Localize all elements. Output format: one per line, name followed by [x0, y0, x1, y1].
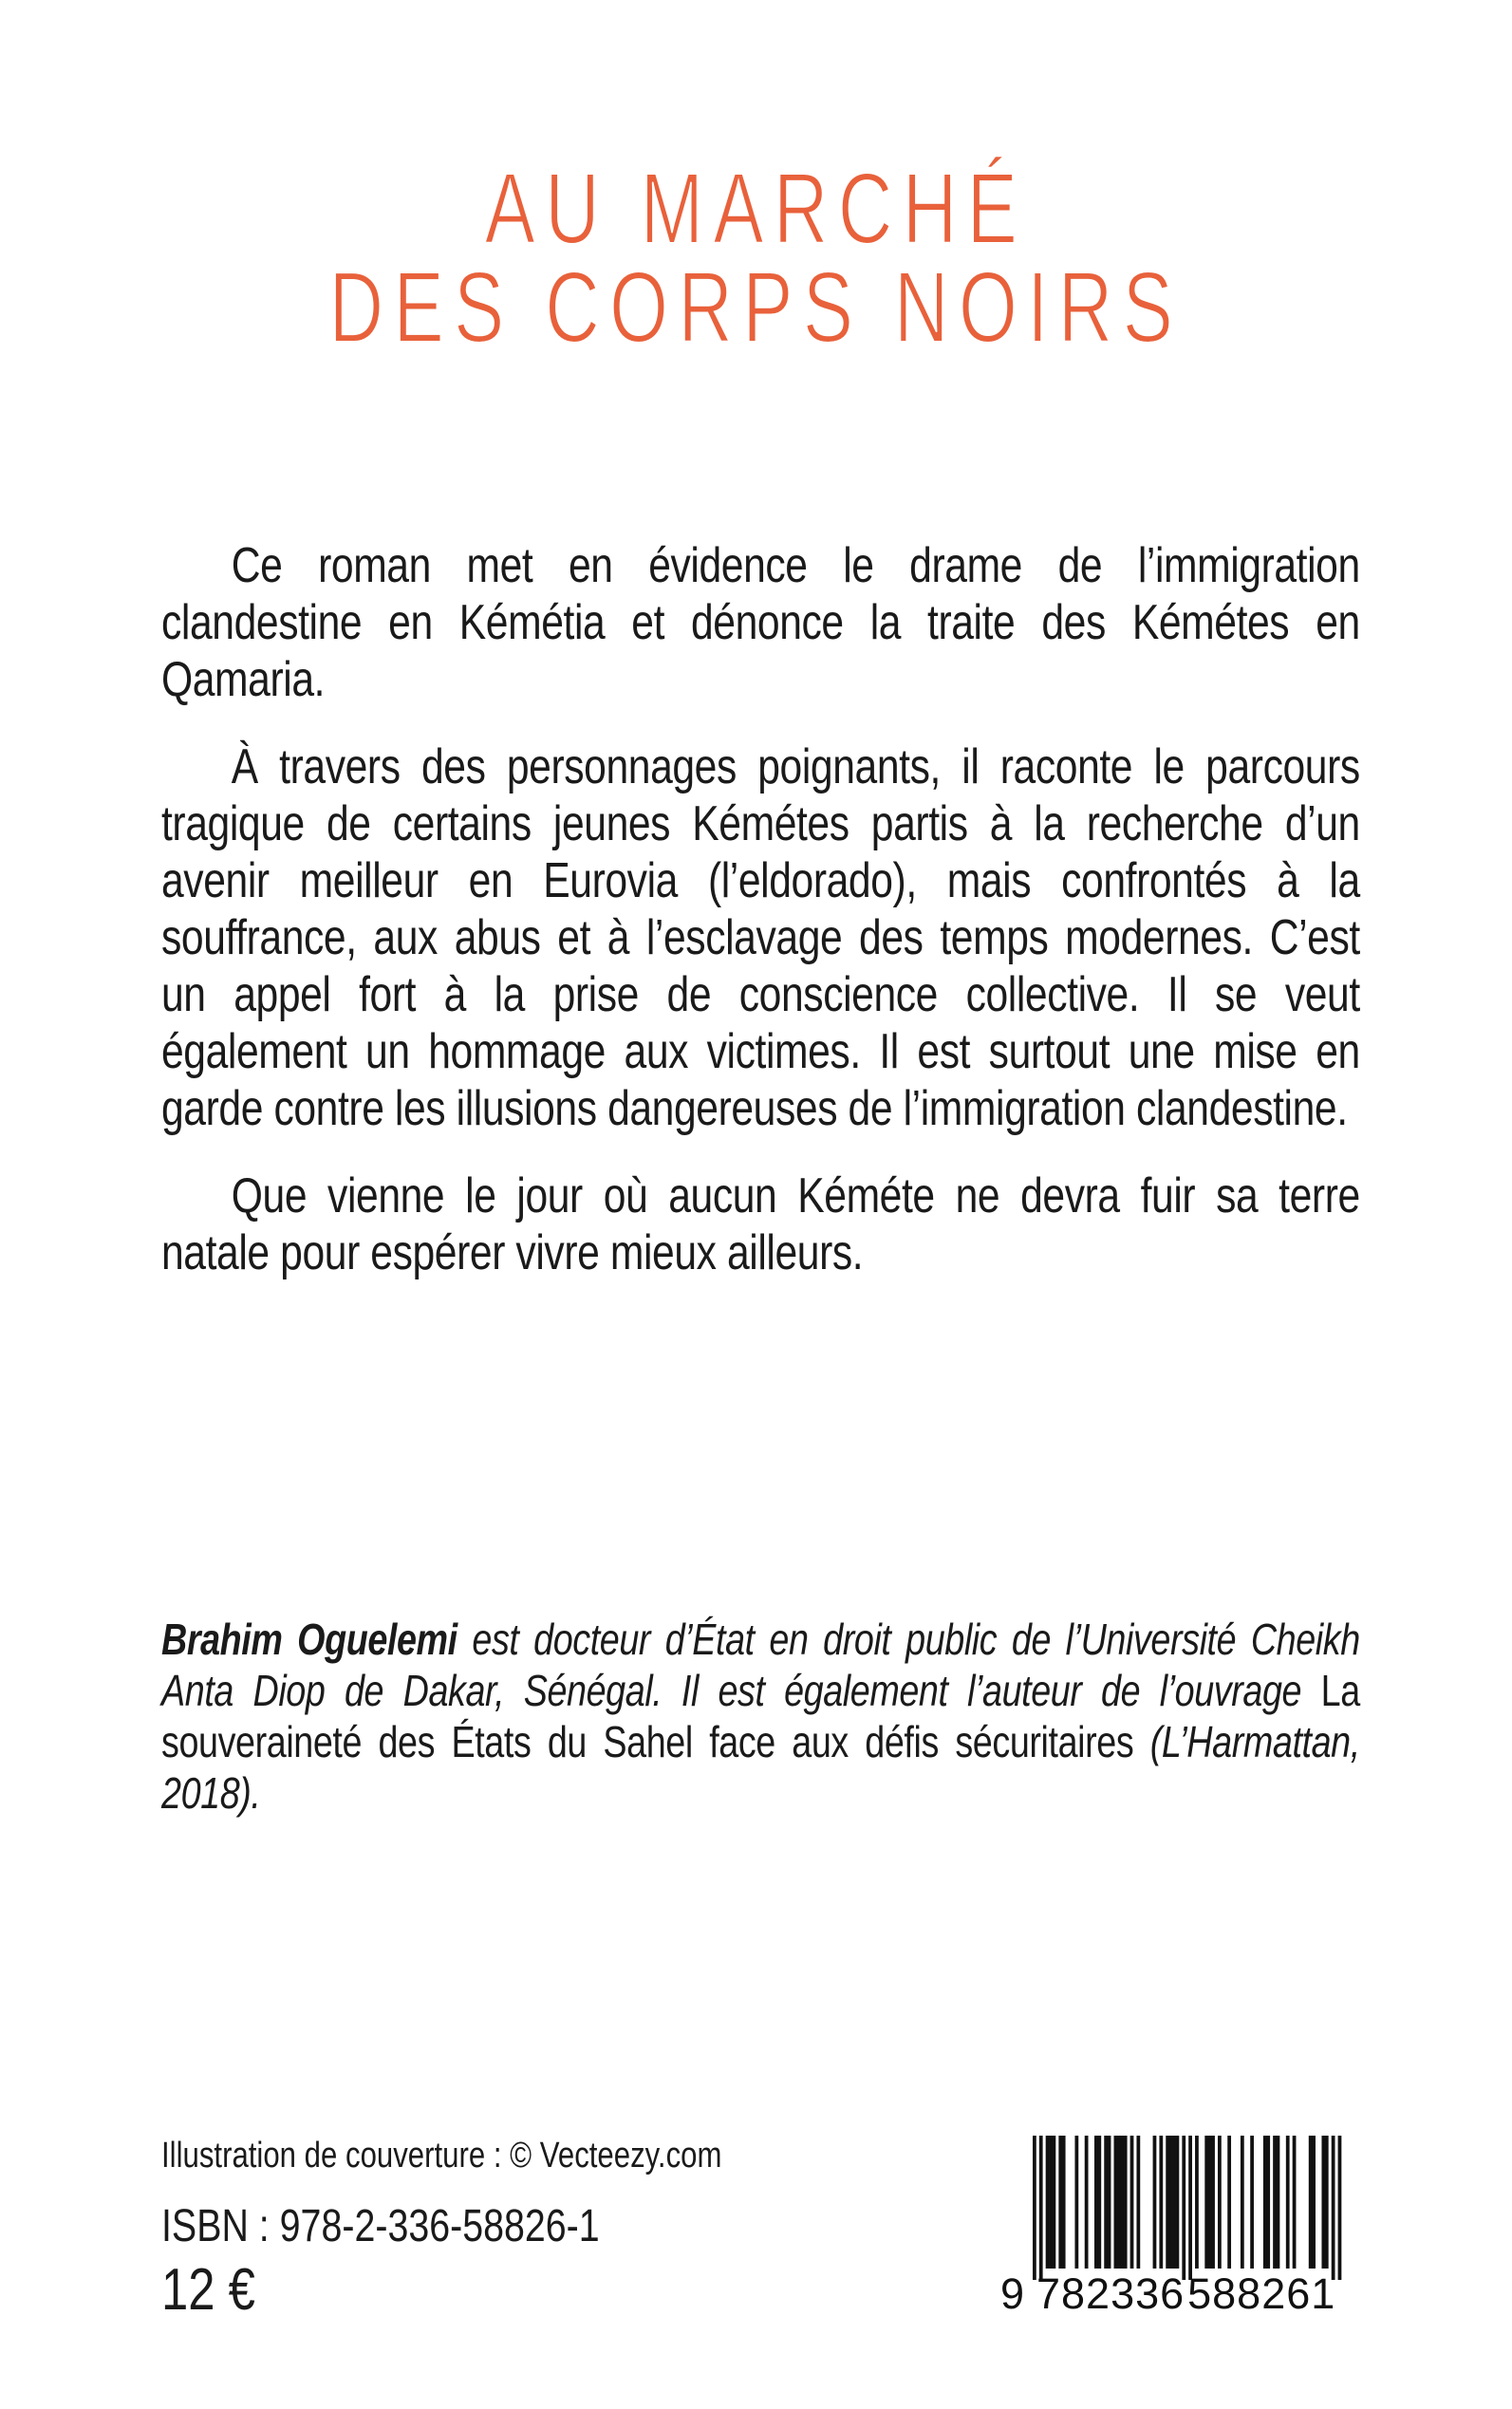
- price-label: 12 €: [161, 2257, 255, 2323]
- barcode-digits: 588261: [1187, 2269, 1336, 2316]
- author-bio: [161, 1614, 1360, 1819]
- ean13-barcode: [995, 2136, 1355, 2316]
- barcode-digits: 782336: [1036, 2269, 1185, 2316]
- barcode-digits: 9: [999, 2269, 1025, 2316]
- book-title-line1: AU MARCHÉ: [484, 153, 1028, 265]
- author-name: Brahim Oguelemi: [161, 1615, 457, 1664]
- synopsis-paragraph-2: À travers des personnages poignants, il raconte le parcours tragique de certains jeunes Kémétes partis à la recherche d’un avenir meilleur en Eurovia (l’eldorado), mais confrontés à la souffrance, aux abus et à l’esclavage des temps modernes. C’est un appel fort à la prise de conscience collective. Il se veut également un hommage aux victimes. Il est surtout une mise en garde contre les illusions dangereuses de l’immigration clandestine.: [161, 739, 1360, 1136]
- isbn-label: ISBN : 978-2-336-58826-1: [161, 2201, 600, 2251]
- illustration-credit: Illustration de couverture : © Vecteezy.com: [161, 2136, 722, 2176]
- publisher-info: (L’Harmattan, 2018).: [161, 1717, 1360, 1818]
- synopsis: [161, 537, 1360, 1281]
- referenced-book-title: La souveraineté des États du Sahel face aux défis sécuritaires: [161, 1666, 1360, 1766]
- book-title-line2: DES CORPS NOIRS: [328, 252, 1184, 364]
- synopsis-paragraph-3: Que vienne le jour où aucun Kéméte ne devra fuir sa terre natale pour espérer vivre mieux ailleurs.: [161, 1168, 1360, 1280]
- bio-text: est docteur d’État en droit public de l’Université Cheikh Anta Diop de Dakar, Sénégal. Il est également l’auteur de l’ouvrage: [161, 1615, 1360, 1715]
- book-title: [189, 153, 1323, 364]
- synopsis-paragraph-1: Ce roman met en évidence le drame de l’immigration clandestine en Kémétia et dénonce la traite des Kémétes en Qamaria.: [161, 538, 1360, 707]
